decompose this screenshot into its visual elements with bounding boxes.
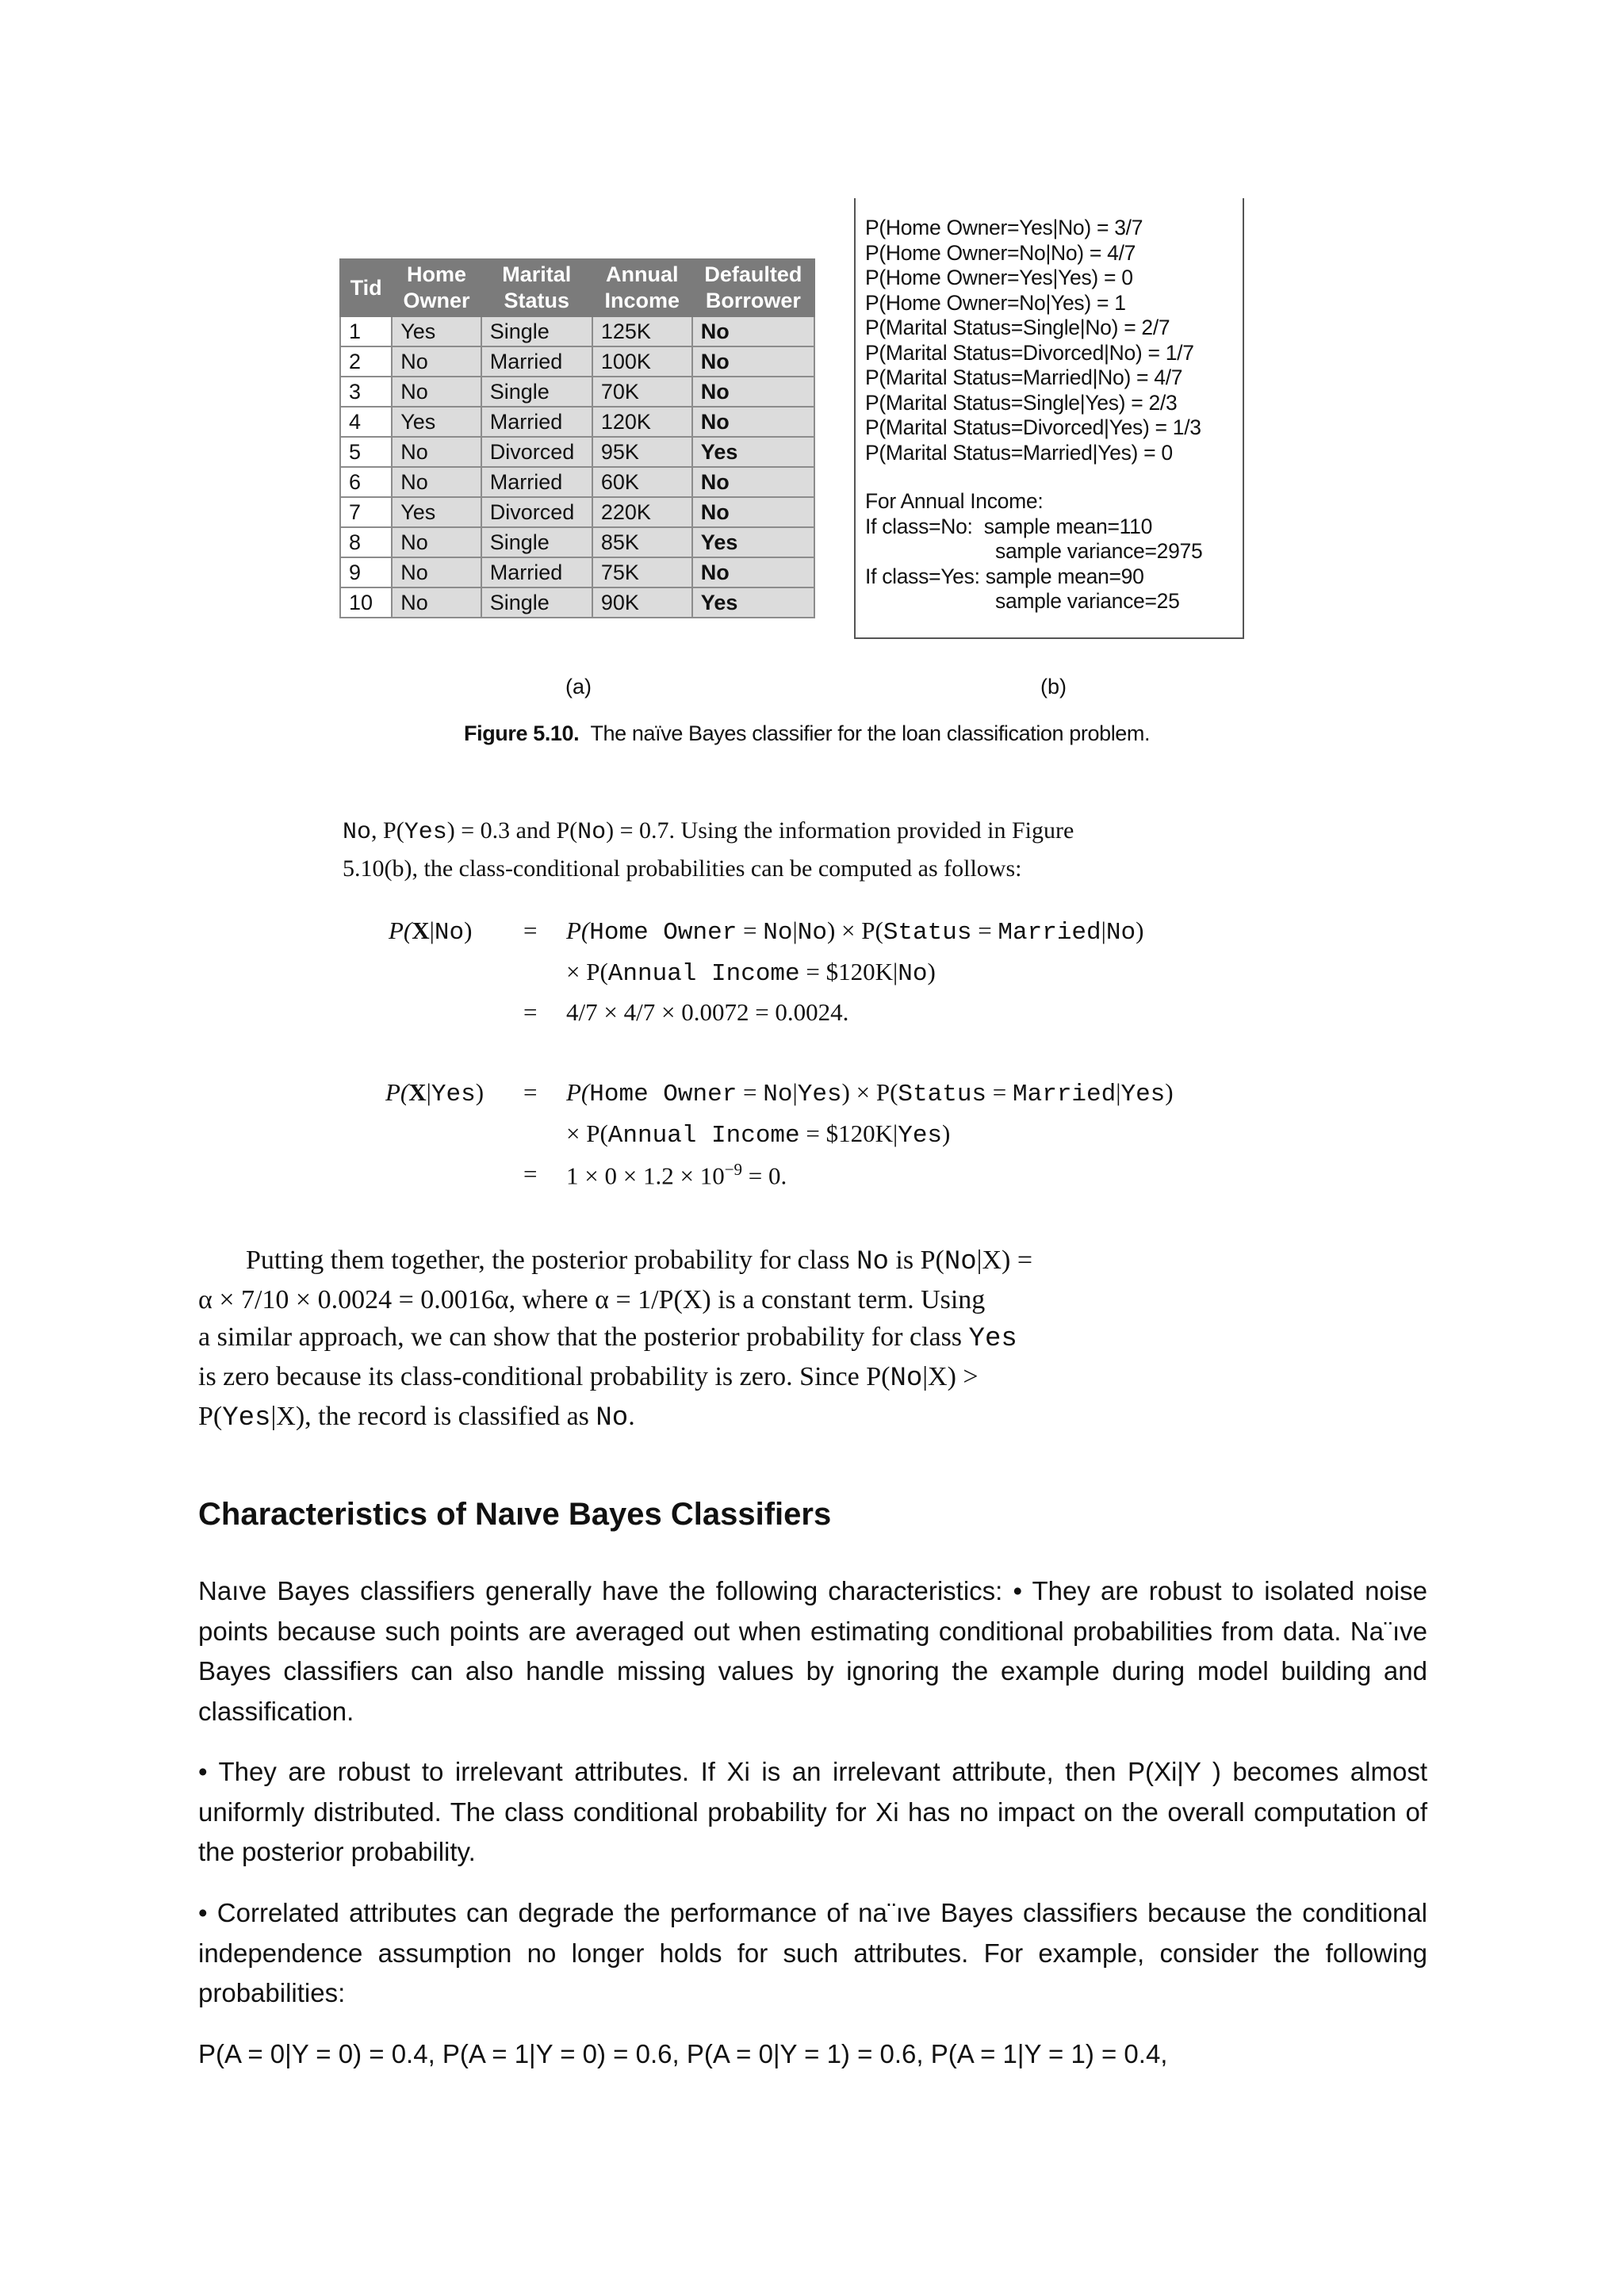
table-cell: No xyxy=(692,316,814,346)
column-header: Tid xyxy=(340,259,392,316)
table-header-row xyxy=(340,259,814,316)
table-cell: No xyxy=(392,557,481,587)
figure-caption xyxy=(464,721,1150,746)
column-header: Marital Status xyxy=(481,259,592,316)
paragraph-1: Naıve Bayes classifiers generally have the following characteristics: • They are robust to isolated noise points because such points are averaged out when estimating conditional probabilities from data. Na¨ıve Bayes classifiers can also handle missing values by ignoring the example during model building and classification. xyxy=(198,1576,1427,1726)
table-cell: Married xyxy=(481,407,592,437)
eq1-equals-2: = xyxy=(523,998,538,1026)
table-cell: No xyxy=(692,497,814,527)
table-cell: 7 xyxy=(340,497,392,527)
table-body xyxy=(340,316,814,618)
table-cell: 60K xyxy=(592,467,692,497)
table-cell: No xyxy=(692,467,814,497)
table-cell: 75K xyxy=(592,557,692,587)
eq1-line2: × P(Annual Income = $120K|No) xyxy=(566,958,936,988)
table-cell: No xyxy=(392,346,481,377)
probability-line: P(Marital Status=Married|Yes) = 0 xyxy=(865,440,1173,465)
table-cell: 4 xyxy=(340,407,392,437)
table-cell: No xyxy=(692,407,814,437)
table-cell: Married xyxy=(481,557,592,587)
probability-line: P(Marital Status=Single|Yes) = 2/3 xyxy=(865,390,1178,415)
income-no-mean: If class=No: sample mean=110 xyxy=(865,514,1153,538)
income-yes-mean: If class=Yes: sample mean=90 xyxy=(865,564,1144,588)
table-cell: Yes xyxy=(392,407,481,437)
probability-list xyxy=(865,216,1243,465)
income-no-variance: sample variance=2975 xyxy=(995,539,1203,563)
table-cell: No xyxy=(392,587,481,618)
probability-line: P(Home Owner=Yes|No) = 3/7 xyxy=(865,216,1143,239)
table-cell: 1 xyxy=(340,316,392,346)
table-cell: Married xyxy=(481,346,592,377)
table-cell: 9 xyxy=(340,557,392,587)
table-cell: Single xyxy=(481,587,592,618)
probability-line: P(Marital Status=Single|No) = 2/7 xyxy=(865,316,1170,339)
table-cell: No xyxy=(692,557,814,587)
table-cell: 220K xyxy=(592,497,692,527)
eq1-lhs: P(X|No) xyxy=(389,916,473,947)
table-cell: 95K xyxy=(592,437,692,467)
intro-paragraph: No, P(Yes) = 0.3 and P(No) = 0.7. Using the information provided in Figure 5.10(b), the class-conditional probabilities can be computed as follows: xyxy=(343,817,1074,882)
caption-text: The naïve Bayes classifier for the loan classification problem. xyxy=(590,721,1151,745)
probability-line: P(Home Owner=Yes|Yes) = 0 xyxy=(865,266,1133,289)
table-row xyxy=(340,587,814,618)
table-cell: 6 xyxy=(340,467,392,497)
table-cell: Divorced xyxy=(481,497,592,527)
table-row xyxy=(340,437,814,467)
paragraph-4: P(A = 0|Y = 0) = 0.4, P(A = 1|Y = 0) = 0.6, P(A = 0|Y = 1) = 0.6, P(A = 1|Y = 1) = 0.4, xyxy=(198,2039,1168,2068)
table-cell: No xyxy=(392,437,481,467)
eq2-equals: = xyxy=(523,1078,538,1106)
table-cell: Single xyxy=(481,377,592,407)
column-header: Home Owner xyxy=(392,259,481,316)
table-cell: Yes xyxy=(692,437,814,467)
table-cell: No xyxy=(392,527,481,557)
table-cell: Yes xyxy=(692,587,814,618)
probability-line: P(Home Owner=No|No) = 4/7 xyxy=(865,240,1136,265)
table-cell: 5 xyxy=(340,437,392,467)
paragraph-3: • Correlated attributes can degrade the performance of na¨ıve Bayes classifiers because the conditional independence assumption no longer holds for such attributes. For example, consider the following probabilities: xyxy=(198,1898,1427,2007)
loan-data-table xyxy=(339,258,815,618)
income-yes-variance: sample variance=25 xyxy=(995,589,1180,613)
eq1-equals: = xyxy=(523,916,538,944)
probability-box xyxy=(854,198,1244,639)
figure-label-b: (b) xyxy=(1040,675,1067,698)
table-cell: 100K xyxy=(592,346,692,377)
table-row xyxy=(340,346,814,377)
table-cell: 85K xyxy=(592,527,692,557)
income-heading: For Annual Income: xyxy=(865,489,1044,513)
table-cell: No xyxy=(392,377,481,407)
table-cell: No xyxy=(692,346,814,377)
table-row xyxy=(340,557,814,587)
eq2-line2: × P(Annual Income = $120K|Yes) xyxy=(566,1119,951,1150)
table-cell: Yes xyxy=(392,497,481,527)
table-cell: 2 xyxy=(340,346,392,377)
eq2-line3: $1 \times 0 \times 1.2 \times 10^{-9} = 0$. xyxy=(566,1160,787,1190)
table-cell: Married xyxy=(481,467,592,497)
eq1-line1: P(Home Owner = No|No) × P(Status = Married|No) xyxy=(566,916,1144,947)
eq2-lhs: P(X|Yes) xyxy=(385,1078,485,1108)
table-row xyxy=(340,467,814,497)
table-cell: No xyxy=(692,377,814,407)
table-cell: 70K xyxy=(592,377,692,407)
table-row xyxy=(340,377,814,407)
eq2-line1: P(Home Owner = No|Yes) × P(Status = Married|Yes) xyxy=(566,1078,1174,1108)
table-cell: 3 xyxy=(340,377,392,407)
figure-label-a: (a) xyxy=(565,675,592,698)
table-cell: 125K xyxy=(592,316,692,346)
table-cell: Single xyxy=(481,316,592,346)
probability-line: P(Home Owner=No|Yes) = 1 xyxy=(865,290,1126,315)
probability-line: P(Marital Status=Married|No) = 4/7 xyxy=(865,365,1183,389)
table-cell: 8 xyxy=(340,527,392,557)
table-row xyxy=(340,316,814,346)
posterior-paragraph: Putting them together, the posterior probability for class No is P(No|X) = α × 7/10 × 0.0024 = 0.0016α, where α = 1/P(X) is a constant term. Using a similar approach, we can show that the posterior probability for class Yes is zero because its class-conditional probability is zero. Since P(No|X) > P(Yes|X), the record is classified as No. xyxy=(198,1246,1033,1433)
probability-line: P(Marital Status=Divorced|Yes) = 1/3 xyxy=(865,415,1201,439)
column-header: Defaulted Borrower xyxy=(692,259,814,316)
paragraph-2: • They are robust to irrelevant attributes. If Xi is an irrelevant attribute, then P(Xi|Y ) becomes almost uniformly distributed. The class conditional probability for Xi has no impact on the overall computation of the posterior probability. xyxy=(198,1757,1427,1866)
eq1-line3: 4/7 × 4/7 × 0.0072 = 0.0024. xyxy=(566,998,849,1026)
probability-line: P(Marital Status=Divorced|No) = 1/7 xyxy=(865,340,1194,365)
table-cell: Single xyxy=(481,527,592,557)
table-row xyxy=(340,497,814,527)
table-cell: 10 xyxy=(340,587,392,618)
table-cell: Yes xyxy=(392,316,481,346)
caption-label: Figure 5.10. xyxy=(464,721,580,745)
table-row xyxy=(340,527,814,557)
table-row xyxy=(340,407,814,437)
table-cell: 120K xyxy=(592,407,692,437)
column-header: Annual Income xyxy=(592,259,692,316)
table-cell: Divorced xyxy=(481,437,592,467)
table-cell: 90K xyxy=(592,587,692,618)
table-cell: No xyxy=(392,467,481,497)
eq2-equals-2: = xyxy=(523,1160,538,1188)
table-cell: Yes xyxy=(692,527,814,557)
section-heading: Characteristics of Naıve Bayes Classifiers xyxy=(198,1497,832,1532)
